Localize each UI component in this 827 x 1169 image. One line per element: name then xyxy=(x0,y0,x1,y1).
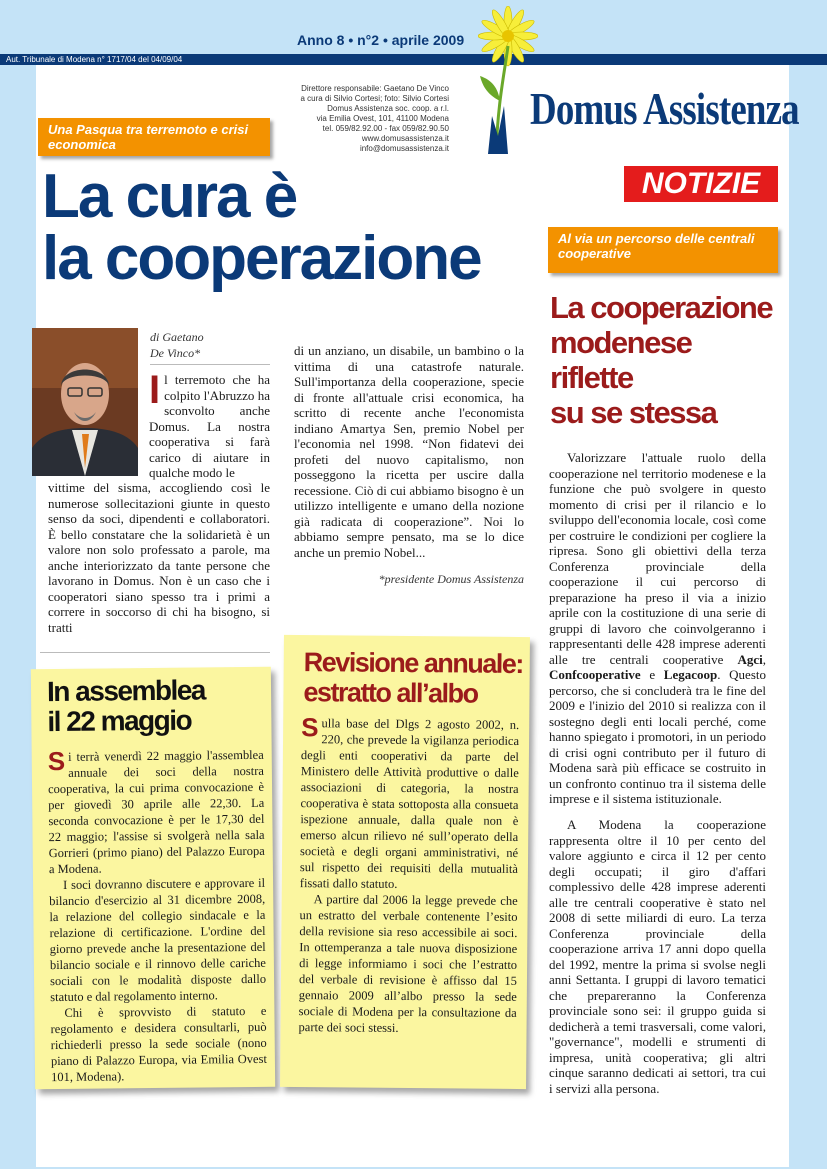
title-line: estratto all’albo xyxy=(303,677,478,709)
right-kicker: Al via un percorso delle centrali cooperative xyxy=(548,227,778,273)
byline-line: di Gaetano xyxy=(150,330,204,344)
title-line: Revisione annuale: xyxy=(303,647,523,680)
separator: e xyxy=(640,667,664,682)
credit-line[interactable]: info@domusassistenza.it xyxy=(359,144,449,153)
right-p1-text: Valorizzare l'attuale ruolo della cooperazione nel territorio modenese e la funzione che può svolgere in questo momento di crisi per il rilancio e lo sviluppo dell'economia locale, così come per costruire le condizioni per cogliere la ripresa. Sono gli obiettivi della terza Conferenza provinciale della cooperazione il cui percorso di preparazione ha preso il via a inizio aprile con la costituzione di una serie di gruppi di lavoro che coinvolgeranno i rappresentanti delle 428 imprese aderenti alle tre centrali cooperative xyxy=(549,450,766,667)
headline-line: la cooperazione xyxy=(42,224,481,293)
right-col-p1 xyxy=(549,450,766,807)
assembly-title xyxy=(47,675,205,737)
assembly-body xyxy=(48,747,268,1085)
credit-line[interactable]: www.domusassistenza.it xyxy=(361,134,449,143)
byline xyxy=(150,329,204,361)
logo-wordmark: Domus Assistenza xyxy=(530,84,799,134)
assembly-paragraph: I soci dovranno discutere e approvare il bilancio d'esercizio al 31 dicembre 2008, la relazione del collegio sindacale e la relazione di certificazione. L'ordine del giorno prevede anche la presentazione del bilancio sociale e il rinnovo delle cariche sociali con le modalità disposte dallo statuto e dal regolamento interno. xyxy=(49,875,267,1005)
right-p1-text: . Questo percorso, che si concluderà tra le fine del 2009 e l'inizio del 2010 si realizza con il sostegno degli enti locali perché, come hanno spiegato i promotori, in un periodo di crisi ogni contributo per il futuro di Modena sarà più efficace se costruito in un confronto continuo tra il sistema delle imprese e il sistema istituzionale. xyxy=(549,667,766,806)
revision-paragraph: A partire dal 2006 la legge prevede che un estratto del verbale contenente l’esito della revisione sia reso accessibile ai soci. In ottemperanza a tale nuova disposizione di legge informiamo i soci che l’estratto del verbale di revisione è affisso dal 15 gennaio 2009 all’albo presso la sede sociale di Modena per la consultazione da parte dei soci stessi. xyxy=(298,892,518,1035)
credit-line: Domus Assistenza soc. coop. a r.l. xyxy=(327,104,449,113)
right-col-p2: A Modena la cooperazione rappresenta oltre il 10 per cento del valore aggiunto e circa il 12 per cento degli occupati; il giro d'affari complessivo delle 428 imprese aderenti alle tre centrali cooperative è stato nel 2008 di sette miliardi di euro. La terza Conferenza provinciale della cooperazione arriva 17 anni dopo quella del 1992, mentre la prima si svolse negli anni Settanta. I gruppi di lavoro tematici che prepareranno la Conferenza provinciale sono sei: il gruppo guida si dedicherà a temi trasversali, come valori, "governance", modelli e strumenti di impresa, unità cooperativa; gli altri cinque saranno dedicati ai settori, tra cui i servizi alla persona. xyxy=(549,817,766,1096)
credit-line: Direttore responsabile: Gaetano De Vinco xyxy=(301,84,449,93)
revision-title xyxy=(303,647,523,709)
headline-line: La cura è xyxy=(42,162,297,231)
dropcap: S xyxy=(301,712,319,743)
title-line: In assemblea xyxy=(46,674,206,708)
author-portrait xyxy=(32,328,138,476)
revision-p1: ulla base del Dlgs 2 agosto 2002, n. 220, che prevede la vigilanza periodica degli enti cooperativi da parte del Ministero delle Attività produttive o dalle associazioni di categoria, la nostra cooperativa è stata sottoposta alla consueta ispezione annuale, dalla quale non è emerso alcun rilievo né sull’operato della società e degli organi amministrativi, né sul rispetto dei requisiti della mutualità fissati dallo statuto. xyxy=(299,716,520,891)
lead-col1-intro xyxy=(149,368,270,481)
revision-paragraph xyxy=(299,712,520,893)
lead-col2: di un anziano, un disabile, un bambino o la vittima di una catastrofe naturale. Sull'importanza della cooperazione, specie di fronte all'attuale crisi economica, ha scritto di recente anche l'economista indiano Amartya Sen, premio Nobel per l'economia nel 1998. “Non fidatevi dei profeti del nuovo capitalismo, non posseggono la ricetta per uscire dalla recessione. Ciò di cui abbiamo bisogno è un utilizzo intelligente e umano della nozione già radicata di cooperazione”. Noi lo abbiamo sempre pensato, ma se lo dice anche un premio Nobel... xyxy=(294,343,524,560)
lead-col1-body: vittime del sisma, accogliendo così le numerose sollecitazioni giunte in questo senso da soci, dipendenti e collaboratori. È bello constatare che la solidarietà è un valore non solo professato a parole, ma anche interiorizzato da tante persone che lavorano in Domus. Non è un caso che i cooperatori siano spesso tra i primi a correre in soccorso di chi ha bisogno, si tratti xyxy=(48,480,270,635)
credit-line: via Emilia Ovest, 101, 41100 Modena xyxy=(316,114,449,123)
credit-line: a cura di Silvio Cortesi; foto: Silvio Cortesi xyxy=(300,94,449,103)
lead-intro-text: l terremoto che ha colpito l'Abruzzo ha sconvolto anche Domus. La nostra cooperativa si farà carico di aiutare in qualche modo le xyxy=(149,372,270,480)
credit-line: tel. 059/82.92.00 - fax 059/82.90.50 xyxy=(322,124,449,133)
headline-line: su se stessa xyxy=(550,395,717,430)
headline-line: riflette xyxy=(550,360,633,395)
assembly-p1: i terrà venerdì 22 maggio l'assemblea annuale dei soci della nostra cooperativa, la cui prima convocazione è per giovedì 30 aprile alle 22,30. La seconda convocazione è per le 17,30 del 22 maggio; l'assise si svolgerà nella sala Gorrieri (primo piano) del Palazzo Europa a Modena. xyxy=(47,747,265,877)
divider xyxy=(40,652,270,653)
assembly-note xyxy=(31,667,275,1089)
divider xyxy=(150,364,270,365)
flower-logo-icon xyxy=(478,6,538,156)
org-name: Confcooperative xyxy=(549,667,641,682)
headline-line: La cooperazione xyxy=(550,290,773,325)
separator: , xyxy=(762,651,766,667)
dropcap: S xyxy=(47,745,66,777)
revision-body xyxy=(298,712,520,1037)
org-name: Agci xyxy=(737,651,763,667)
dropcap: I xyxy=(149,368,161,412)
assembly-paragraph xyxy=(48,747,265,877)
right-headline xyxy=(550,290,772,430)
assembly-paragraph: Chi è sprovvisto di statuto e regolamento e desidera consultarli, può richiederli presso la sede sociale (nono piano di Palazzo Europa, via Emilia Ovest 101, Modena). xyxy=(50,1003,267,1085)
notizie-badge: NOTIZIE xyxy=(624,166,778,202)
org-name: Legacoop xyxy=(663,667,718,682)
lead-headline xyxy=(42,162,481,293)
byline-line: De Vinco* xyxy=(150,346,201,360)
revision-note xyxy=(280,635,530,1089)
title-line: il 22 maggio xyxy=(47,704,192,738)
lead-kicker: Una Pasqua tra terremoto e crisi economica xyxy=(38,118,270,156)
issue-info: Anno 8 • n°2 • aprile 2009 xyxy=(297,32,465,48)
lead-signature: *presidente Domus Assistenza xyxy=(378,572,524,586)
headline-line: modenese xyxy=(550,325,692,360)
court-registration: Aut. Tribunale di Modena n° 1717/04 del 04/09/04 xyxy=(6,55,183,64)
